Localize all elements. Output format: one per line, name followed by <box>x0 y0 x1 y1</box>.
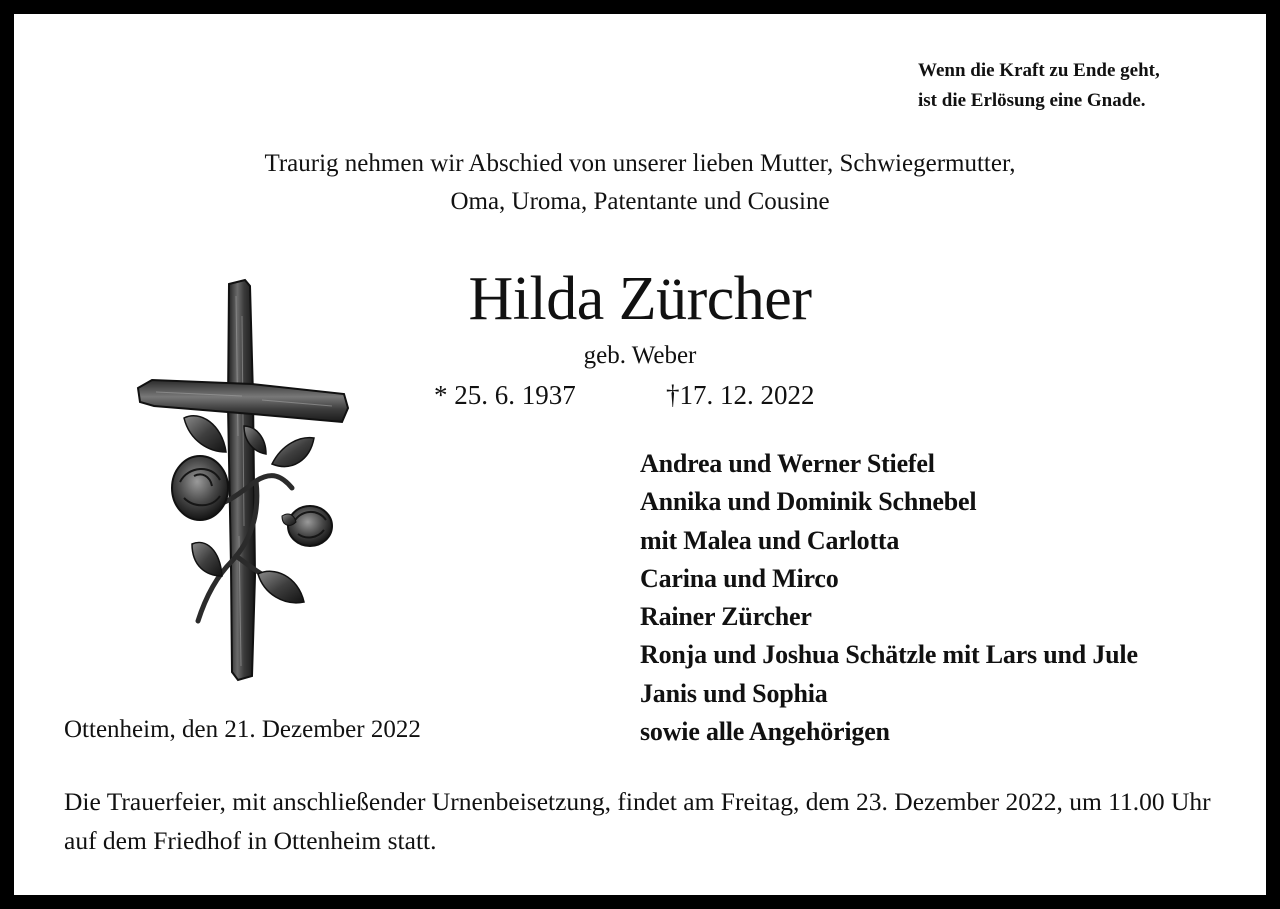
family-member: sowie alle Angehörigen <box>640 717 890 747</box>
maiden-name: geb. Weber <box>583 342 697 369</box>
birth-date: * 25. 6. 1937 <box>434 380 576 410</box>
family-member: Ronja und Joshua Schätzle mit Lars und Jule <box>640 640 1138 670</box>
obituary-notice <box>14 14 1266 895</box>
life-dates <box>434 378 815 412</box>
family-member: Annika und Dominik Schnebel <box>640 487 977 517</box>
family-member: Andrea und Werner Stiefel <box>640 449 935 478</box>
family-member: Janis und Sophia <box>640 678 828 708</box>
family-member: mit Malea und Carlotta <box>640 525 900 555</box>
death-date: †17. 12. 2022 <box>666 380 815 410</box>
funeral-notice: Die Trauerfeier, mit anschließender Urnenbeisetzung, findet am Freitag, dem 23. Dezember 2022, um 11.00 Uhr auf dem Friedhof in Ottenheim statt. <box>64 787 1211 855</box>
place-date: Ottenheim, den 21. Dezember 2022 <box>64 716 421 743</box>
cross-with-roses-icon <box>132 276 354 682</box>
family-list <box>640 445 1138 751</box>
motto-line-2: ist die Erlösung eine Gnade. <box>918 90 1146 111</box>
motto-line-1: Wenn die Kraft zu Ende geht, <box>918 60 1160 81</box>
intro-line-2: Oma, Uroma, Patentante und Cousine <box>450 188 830 215</box>
motto <box>918 56 1160 116</box>
deceased-name: Hilda Zürcher <box>468 265 812 333</box>
intro-line-1: Traurig nehmen wir Abschied von unserer lieben Mutter, Schwiegermutter, <box>264 150 1016 177</box>
intro-text <box>14 145 1266 221</box>
family-member: Rainer Zürcher <box>640 602 812 632</box>
family-member: Carina und Mirco <box>640 563 839 593</box>
